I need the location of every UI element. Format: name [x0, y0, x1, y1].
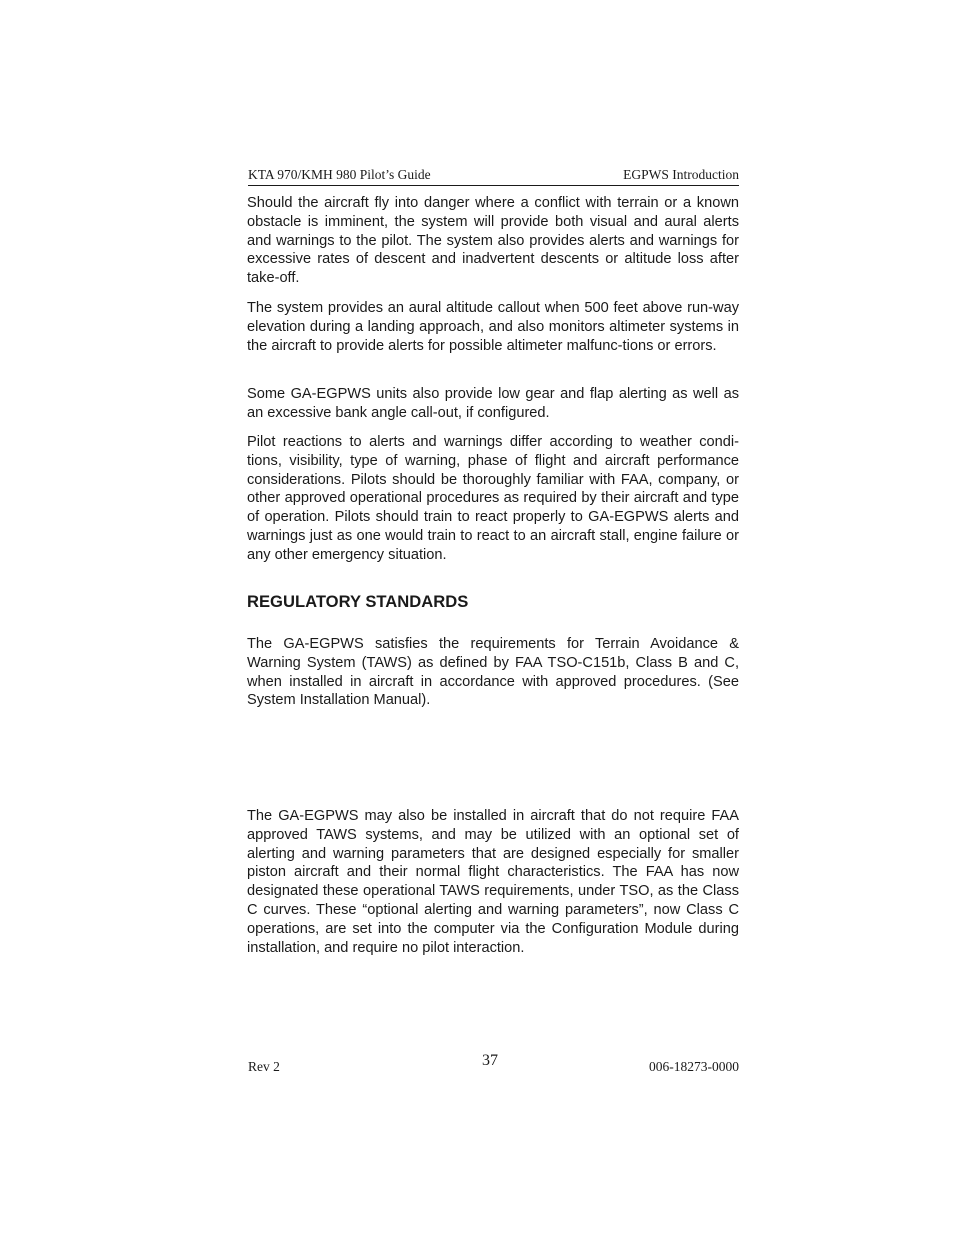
page-footer: [248, 1052, 739, 1076]
revision-label: Rev 2: [248, 1059, 280, 1074]
header-section-title: EGPWS Introduction: [623, 167, 739, 182]
paragraph-altitude-callout: The system provides an aural altitude callout when 500 feet above run-way elevation during a landing approach, and also monitors altimeter systems in the aircraft to provide alerts for possible altimeter malfunc-tions or errors.: [247, 300, 739, 354]
page-number: 37: [482, 1052, 498, 1069]
section-heading: REGULATORY STANDARDS: [247, 592, 469, 611]
paragraph-gear-flap: Some GA-EGPWS units also provide low gear and flap alerting as well as an excessive bank angle call-out, if configured.: [247, 386, 739, 421]
header-guide-title: KTA 970/KMH 980 Pilot’s Guide: [248, 167, 431, 182]
paragraph-pilot-reactions: Pilot reactions to alerts and warnings differ according to weather condi-tions, visibility, type of warning, phase of flight and aircraft performance considerations. Pilots should be thoroughly familiar with FAA, company, or other approved operational procedures as required by their aircraft and type of operation. Pilots should train to react properly to GA-EGPWS alerts and warnings just as one would train to react to an aircraft stall, engine failure or any other emergency situation.: [247, 434, 739, 563]
paragraph-class-c: The GA-EGPWS may also be installed in aircraft that do not require FAA approved TAWS systems, and may be utilized with an optional set of alerting and warning parameters that are designed especially for smaller piston aircraft and their normal flight characteristics. The FAA has now designated these operational TAWS requirements, under TSO, as the Class C curves. These “optional alerting and warning parameters”, now Class C operations, are set into the computer via the Configuration Module during installation, and require no pilot interaction.: [247, 808, 739, 956]
document-number: 006-18273-0000: [649, 1059, 739, 1074]
running-header: [248, 166, 739, 186]
paragraph-taws-requirements: The GA-EGPWS satisfies the requirements for Terrain Avoidance & Warning System (TAWS) as defined by FAA TSO-C151b, Class B and C, when installed in aircraft in accordance with approved procedures. (See System Installation Manual).: [247, 636, 739, 709]
paragraph-alerts: Should the aircraft fly into danger where a conflict with terrain or a known obstacle is imminent, the system will provide both visual and aural alerts and warnings to the pilot. The system also provides alerts and warnings for excessive rates of descent and inadvertent descents or altitude loss after take-off.: [247, 195, 739, 287]
